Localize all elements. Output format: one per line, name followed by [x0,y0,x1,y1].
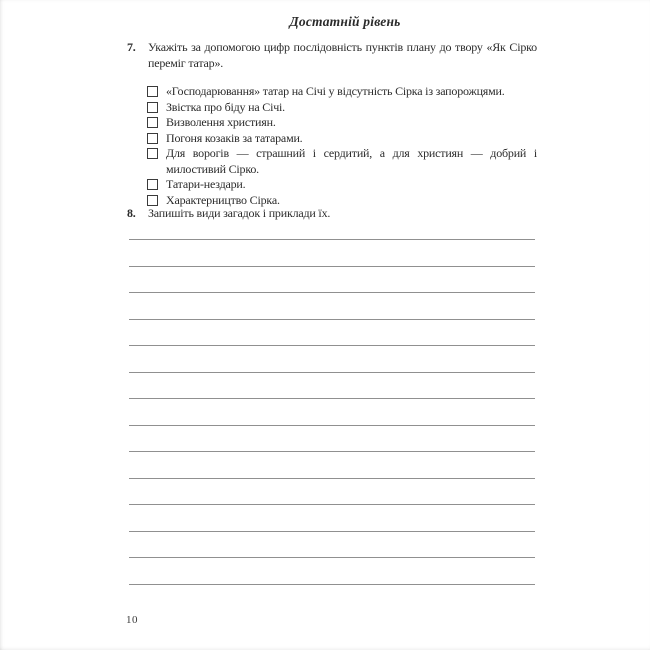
checklist-item [147,100,537,116]
answer-checkbox[interactable] [147,195,158,206]
checklist-item-label: Для ворогів — страшний і сердитий, а для християн — добрий і милостивий Сірко. [166,146,537,176]
checklist-item [147,131,537,147]
writing-line[interactable] [129,531,535,532]
writing-line[interactable] [129,425,535,426]
question-7-number: 7. [127,40,136,54]
writing-line[interactable] [129,557,535,558]
answer-checkbox[interactable] [147,117,158,128]
writing-line[interactable] [129,504,535,505]
writing-line[interactable] [129,239,535,240]
question-8-text: Запишіть види загадок і приклади їх. [148,206,331,220]
question-7 [127,40,539,71]
section-title: Достатній рівень [289,14,401,29]
question-8-number: 8. [127,206,136,220]
question-8 [127,206,539,222]
writing-line[interactable] [129,319,535,320]
answer-checkbox[interactable] [147,86,158,97]
checklist-item [147,84,537,100]
answer-checkbox[interactable] [147,133,158,144]
question-7-text: Укажіть за допомогою цифр послідовність пунктів плану до твору «Як Сірко переміг татар». [148,40,537,70]
checklist-item-label: «Господарювання» татар на Січі у відсутність Сірка із запорожцями. [166,84,505,98]
writing-line[interactable] [129,266,535,267]
plan-checklist [147,84,539,208]
page-number: 10 [126,614,138,626]
checklist-item-label: Татари-нездари. [166,177,246,191]
writing-line[interactable] [129,398,535,399]
writing-line[interactable] [129,345,535,346]
writing-line[interactable] [129,478,535,479]
writing-line[interactable] [129,372,535,373]
answer-checkbox[interactable] [147,148,158,159]
writing-lines [129,239,535,610]
checklist-item [147,146,537,177]
checklist-item-label: Звістка про біду на Січі. [166,99,285,114]
writing-line[interactable] [129,584,535,585]
answer-checkbox[interactable] [147,102,158,113]
checklist-item [147,115,537,131]
answer-checkbox[interactable] [147,179,158,190]
writing-line[interactable] [129,451,535,452]
checklist-item-label: Погоня козаків за татарами. [166,130,303,145]
writing-line[interactable] [129,292,535,293]
checklist-item [147,177,537,193]
checklist-item-label: Характерництво Сірка. [166,192,280,207]
checklist-item-label: Визволення християн. [166,115,276,129]
